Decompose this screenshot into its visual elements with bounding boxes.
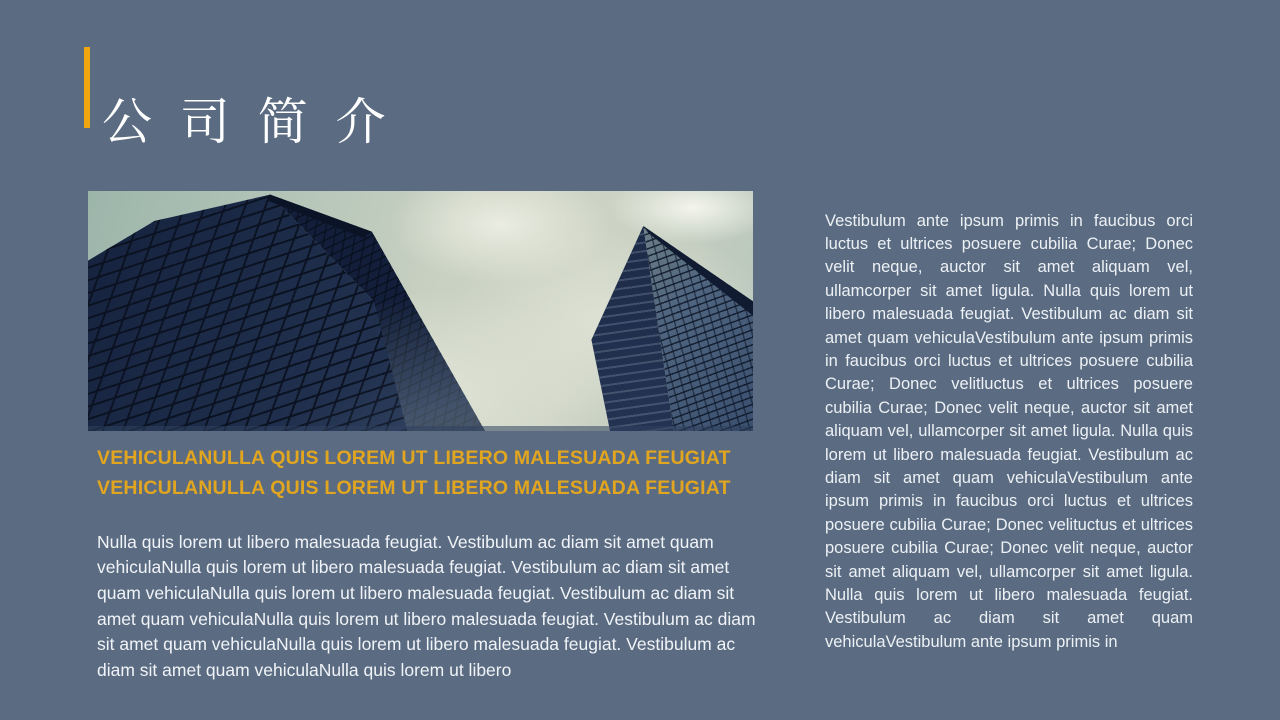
photo-bottom-strip <box>88 426 753 431</box>
page-title: 公 司 简 介 <box>102 93 393 150</box>
left-body-paragraph: Nulla quis lorem ut libero malesuada feugiat. Vestibulum ac diam sit amet quam vehiculaNulla quis lorem ut libero malesuada feugiat. Vestibulum ac diam sit amet quam vehiculaNulla quis lorem ut libero malesuada feugiat. Vestibulum ac diam sit amet quam vehiculaNulla quis lorem ut libero malesuada feugiat. Vestibulum ac diam sit amet quam vehiculaNulla quis lorem ut libero malesuada feugiat. Vestibulum ac diam sit amet quam vehiculaNulla quis lorem ut libero <box>97 531 756 681</box>
section-heading-line-1: VEHICULANULLA QUIS LOREM UT LIBERO MALESUADA FEUGIAT <box>97 447 731 469</box>
section-heading-line-2: VEHICULANULLA QUIS LOREM UT LIBERO MALESUADA FEUGIAT <box>97 476 731 499</box>
right-body-paragraph: Vestibulum ante ipsum primis in faucibus orci luctus et ultrices posuere cubilia Curae; Donec velit neque, auctor sit amet aliquam vel, ullamcorper sit amet ligula. Nulla quis lorem ut libero malesuada feugiat. Vestibulum ac diam sit amet quam vehiculaVestibulum ante ipsum primis in faucibus orci luctus et ultrices posuere cubilia Curae; Donec velitluctus et ultrices posuere cubilia Curae; Donec velit neque, auctor sit amet aliquam vel, ullamcorper sit amet ligula. Nulla quis lorem ut libero malesuada feugiat. Vestibulum ac diam sit amet quam vehiculaVestibulum ante ipsum primis in faucibus orci luctus et ultrices posuere cubilia Curae; Donec velituctus et ultrices posuere cubilia Curae; Donec velit neque, auctor sit amet aliquam vel, ullamcorper sit amet ligula. Nulla quis lorem ut libero malesuada feugiat. Vestibulum ac diam sit amet quam vehiculaVestibulum ante ipsum primis in <box>825 211 1193 651</box>
title-accent-bar <box>84 47 90 128</box>
skyscrapers-photo <box>88 191 753 431</box>
section-heading <box>97 444 757 503</box>
